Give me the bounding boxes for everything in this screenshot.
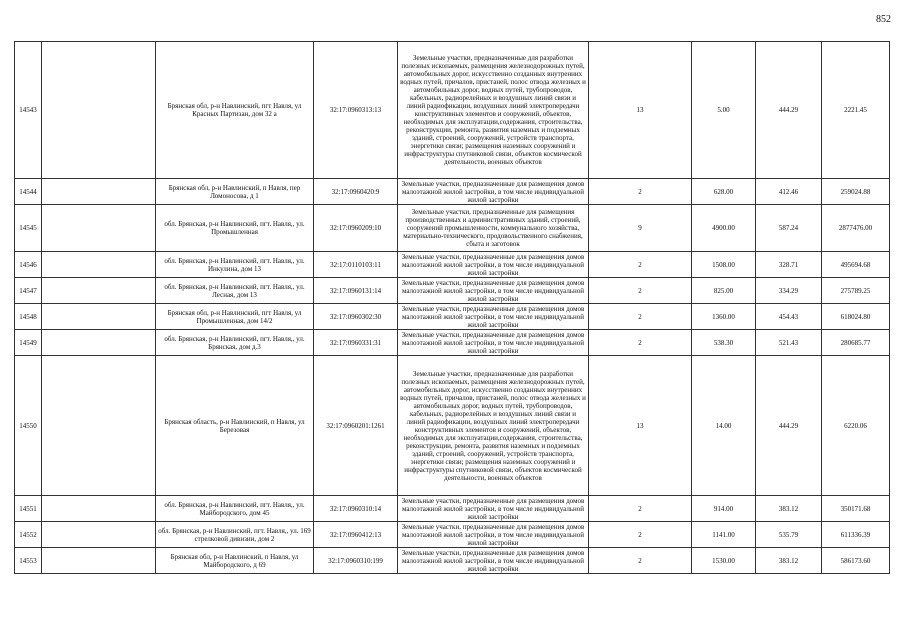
blank-cell [42, 205, 156, 252]
cadastral-number-cell: 32:17:0960310:14 [314, 496, 398, 522]
blank-cell [42, 522, 156, 548]
address-cell: обл. Брянская, р-н Навлинский, пгт. Навля,, ул. Майбородского, дом 45 [156, 496, 314, 522]
cadastral-number-cell: 32:17:0960209:10 [314, 205, 398, 252]
use-code-cell: 13 [589, 42, 692, 179]
blank-cell [42, 252, 156, 278]
blank-cell [42, 179, 156, 205]
record-id-cell: 14553 [15, 548, 42, 574]
table-row [15, 548, 890, 574]
use-code-cell: 2 [589, 548, 692, 574]
cadastral-number-cell: 32:17:0960201:1261 [314, 356, 398, 496]
cadastral-value-cell: 275789.25 [822, 278, 890, 304]
land-use-cell: Земельные участки, предназначенные для размещения домов малоэтажной жилой застройки, в том числе индивидуальной жилой застройки [398, 252, 589, 278]
rate-cell: 383.12 [756, 496, 822, 522]
area-cell: 914.00 [692, 496, 756, 522]
cadastral-value-cell: 259024.88 [822, 179, 890, 205]
area-cell: 1508.00 [692, 252, 756, 278]
cadastral-value-cell: 2221.45 [822, 42, 890, 179]
use-code-cell: 2 [589, 304, 692, 330]
land-use-cell: Земельные участки, предназначенные для разработки полезных ископаемых, размещения железнодорожных путей, автомобильных дорог, искусственно созданных внутренних водных путей, причалов, пристаней, полос отвода железных и автомобильных дорог, водных путей, трубопроводов, кабельных, радиорелейных и воздушных линий связи и линий радиофикации, воздушных линий электропередачи конструктивных элементов и сооружений, объектов, необходимых для эксплуатации,содержания, строительства, реконструкции, ремонта, развития наземных и подземных зданий, строений, сооружений, устройств транспорта, энергетики связи; размещения наземных сооружений и инфраструктуры спутниковой связи, объектов космической деятельности, военных объектов [398, 42, 589, 179]
table-row [15, 42, 890, 179]
land-use-cell: Земельные участки, предназначенные для размещения домов малоэтажной жилой застройки, в том числе индивидуальной жилой застройки [398, 179, 589, 205]
record-id-cell: 14545 [15, 205, 42, 252]
area-cell: 538.30 [692, 330, 756, 356]
table-row [15, 205, 890, 252]
record-id-cell: 14549 [15, 330, 42, 356]
land-use-cell: Земельные участки, предназначенные для размещения домов малоэтажной жилой застройки, в том числе индивидуальной жилой застройки [398, 522, 589, 548]
blank-cell [42, 42, 156, 179]
blank-cell [42, 548, 156, 574]
record-id-cell: 14552 [15, 522, 42, 548]
use-code-cell: 2 [589, 278, 692, 304]
record-id-cell: 14547 [15, 278, 42, 304]
address-cell: обл. Брянская, р-н Навлинский, пгт. Навля,, ул. Инкулина, дом 13 [156, 252, 314, 278]
area-cell: 628.00 [692, 179, 756, 205]
land-use-cell: Земельные участки, предназначенные для разработки полезных ископаемых, размещения железнодорожных путей, автомобильных дорог, искусственно созданных внутренних водных путей, причалов, пристаней, полос отвода железных и автомобильных дорог, водных путей, трубопроводов, кабельных, радиорелейных и воздушных линий связи и линий радиофикации, воздушных линий электропередачи конструктивных элементов и сооружений, объектов, необходимых для эксплуатации,содержания, строительства, реконструкции, ремонта, развития наземных и подземных зданий, строений, сооружений, устройств транспорта, энергетики связи; размещения наземных сооружений и инфраструктуры спутниковой связи, объектов космической деятельности, военных объектов [398, 356, 589, 496]
rate-cell: 334.29 [756, 278, 822, 304]
address-cell: Брянская обл, р-н Навлинский, пгт Навля, ул Красных Партизан, дом 32 а [156, 42, 314, 179]
table-row [15, 330, 890, 356]
cadastral-value-cell: 586173.60 [822, 548, 890, 574]
table-row [15, 179, 890, 205]
rate-cell: 412.46 [756, 179, 822, 205]
land-use-cell: Земельные участки, предназначенные для размещения производственных и административных зданий, строений, сооружений промышленности, коммунального хозяйства, материально-технического, продовольственного снабжения, сбыта и заготовок [398, 205, 589, 252]
rate-cell: 444.29 [756, 42, 822, 179]
blank-cell [42, 330, 156, 356]
address-cell: обл. Брянская, р-н Навлинский, пгт. Навля,, ул. Брянская, дом д.3 [156, 330, 314, 356]
cadastral-number-cell: 32:17:0110103:11 [314, 252, 398, 278]
cadastral-number-cell: 32:17:0960302:30 [314, 304, 398, 330]
use-code-cell: 2 [589, 252, 692, 278]
rate-cell: 521.43 [756, 330, 822, 356]
address-cell: обл. Брянская, р-н Навлинский, пгт. Навля,, ул. Промышленная [156, 205, 314, 252]
cadastral-number-cell: 32:17:0960331:31 [314, 330, 398, 356]
address-cell: обл. Брянская, р-н Навлинский, пгт. Навля,, ул. 169 стрелковой дивизии, дом 2 [156, 522, 314, 548]
record-id-cell: 14551 [15, 496, 42, 522]
use-code-cell: 13 [589, 356, 692, 496]
rate-cell: 444.29 [756, 356, 822, 496]
table-row [15, 278, 890, 304]
blank-cell [42, 496, 156, 522]
area-cell: 5.00 [692, 42, 756, 179]
use-code-cell: 2 [589, 496, 692, 522]
cadastral-number-cell: 32:17:0960412:13 [314, 522, 398, 548]
area-cell: 1360.00 [692, 304, 756, 330]
record-id-cell: 14544 [15, 179, 42, 205]
address-cell: Брянская обл, р-н Навлинский, п Навля, ул Майбородского, д 69 [156, 548, 314, 574]
area-cell: 14.00 [692, 356, 756, 496]
record-id-cell: 14550 [15, 356, 42, 496]
cadastral-value-cell: 6220.06 [822, 356, 890, 496]
area-cell: 1530.00 [692, 548, 756, 574]
address-cell: Брянская обл, р-н Навлинский, п Навля, пер Ломоносова, д 1 [156, 179, 314, 205]
cadastral-number-cell: 32:17:0960131:14 [314, 278, 398, 304]
page-number: 852 [876, 14, 891, 25]
blank-cell [42, 278, 156, 304]
record-id-cell: 14548 [15, 304, 42, 330]
table-row [15, 252, 890, 278]
blank-cell [42, 356, 156, 496]
land-registry-table [14, 41, 890, 574]
cadastral-number-cell: 32:17:0960310:199 [314, 548, 398, 574]
area-cell: 825.00 [692, 278, 756, 304]
use-code-cell: 2 [589, 330, 692, 356]
cadastral-value-cell: 350171.68 [822, 496, 890, 522]
cadastral-number-cell: 32:17:0960313:13 [314, 42, 398, 179]
rate-cell: 454.43 [756, 304, 822, 330]
blank-cell [42, 304, 156, 330]
cadastral-value-cell: 618024.80 [822, 304, 890, 330]
land-use-cell: Земельные участки, предназначенные для размещения домов малоэтажной жилой застройки, в том числе индивидуальной жилой застройки [398, 548, 589, 574]
address-cell: обл. Брянская, р-н Навлинский, пгт. Навля,, ул. Лесная, дом 13 [156, 278, 314, 304]
table-row [15, 356, 890, 496]
table-body [15, 42, 890, 574]
land-use-cell: Земельные участки, предназначенные для размещения домов малоэтажной жилой застройки, в том числе индивидуальной жилой застройки [398, 496, 589, 522]
use-code-cell: 2 [589, 522, 692, 548]
address-cell: Брянская область, р-н Навлинский, п Навля, ул Березовая [156, 356, 314, 496]
rate-cell: 587.24 [756, 205, 822, 252]
land-use-cell: Земельные участки, предназначенные для размещения домов малоэтажной жилой застройки, в том числе индивидуальной жилой застройки [398, 278, 589, 304]
use-code-cell: 2 [589, 179, 692, 205]
cadastral-number-cell: 32:17:0960420:9 [314, 179, 398, 205]
address-cell: Брянская обл, р-н Навлинский, пгт Навля, ул Промышленная, дом 14/2 [156, 304, 314, 330]
use-code-cell: 9 [589, 205, 692, 252]
area-cell: 1141.00 [692, 522, 756, 548]
record-id-cell: 14546 [15, 252, 42, 278]
cadastral-value-cell: 2877476.00 [822, 205, 890, 252]
rate-cell: 383.12 [756, 548, 822, 574]
cadastral-value-cell: 611336.39 [822, 522, 890, 548]
table-row [15, 522, 890, 548]
table-row [15, 496, 890, 522]
rate-cell: 535.79 [756, 522, 822, 548]
area-cell: 4900.00 [692, 205, 756, 252]
record-id-cell: 14543 [15, 42, 42, 179]
land-use-cell: Земельные участки, предназначенные для размещения домов малоэтажной жилой застройки, в том числе индивидуальной жилой застройки [398, 330, 589, 356]
cadastral-value-cell: 280685.77 [822, 330, 890, 356]
land-use-cell: Земельные участки, предназначенные для размещения домов малоэтажной жилой застройки, в том числе индивидуальной жилой застройки [398, 304, 589, 330]
rate-cell: 328.71 [756, 252, 822, 278]
table-row [15, 304, 890, 330]
cadastral-value-cell: 495694.68 [822, 252, 890, 278]
